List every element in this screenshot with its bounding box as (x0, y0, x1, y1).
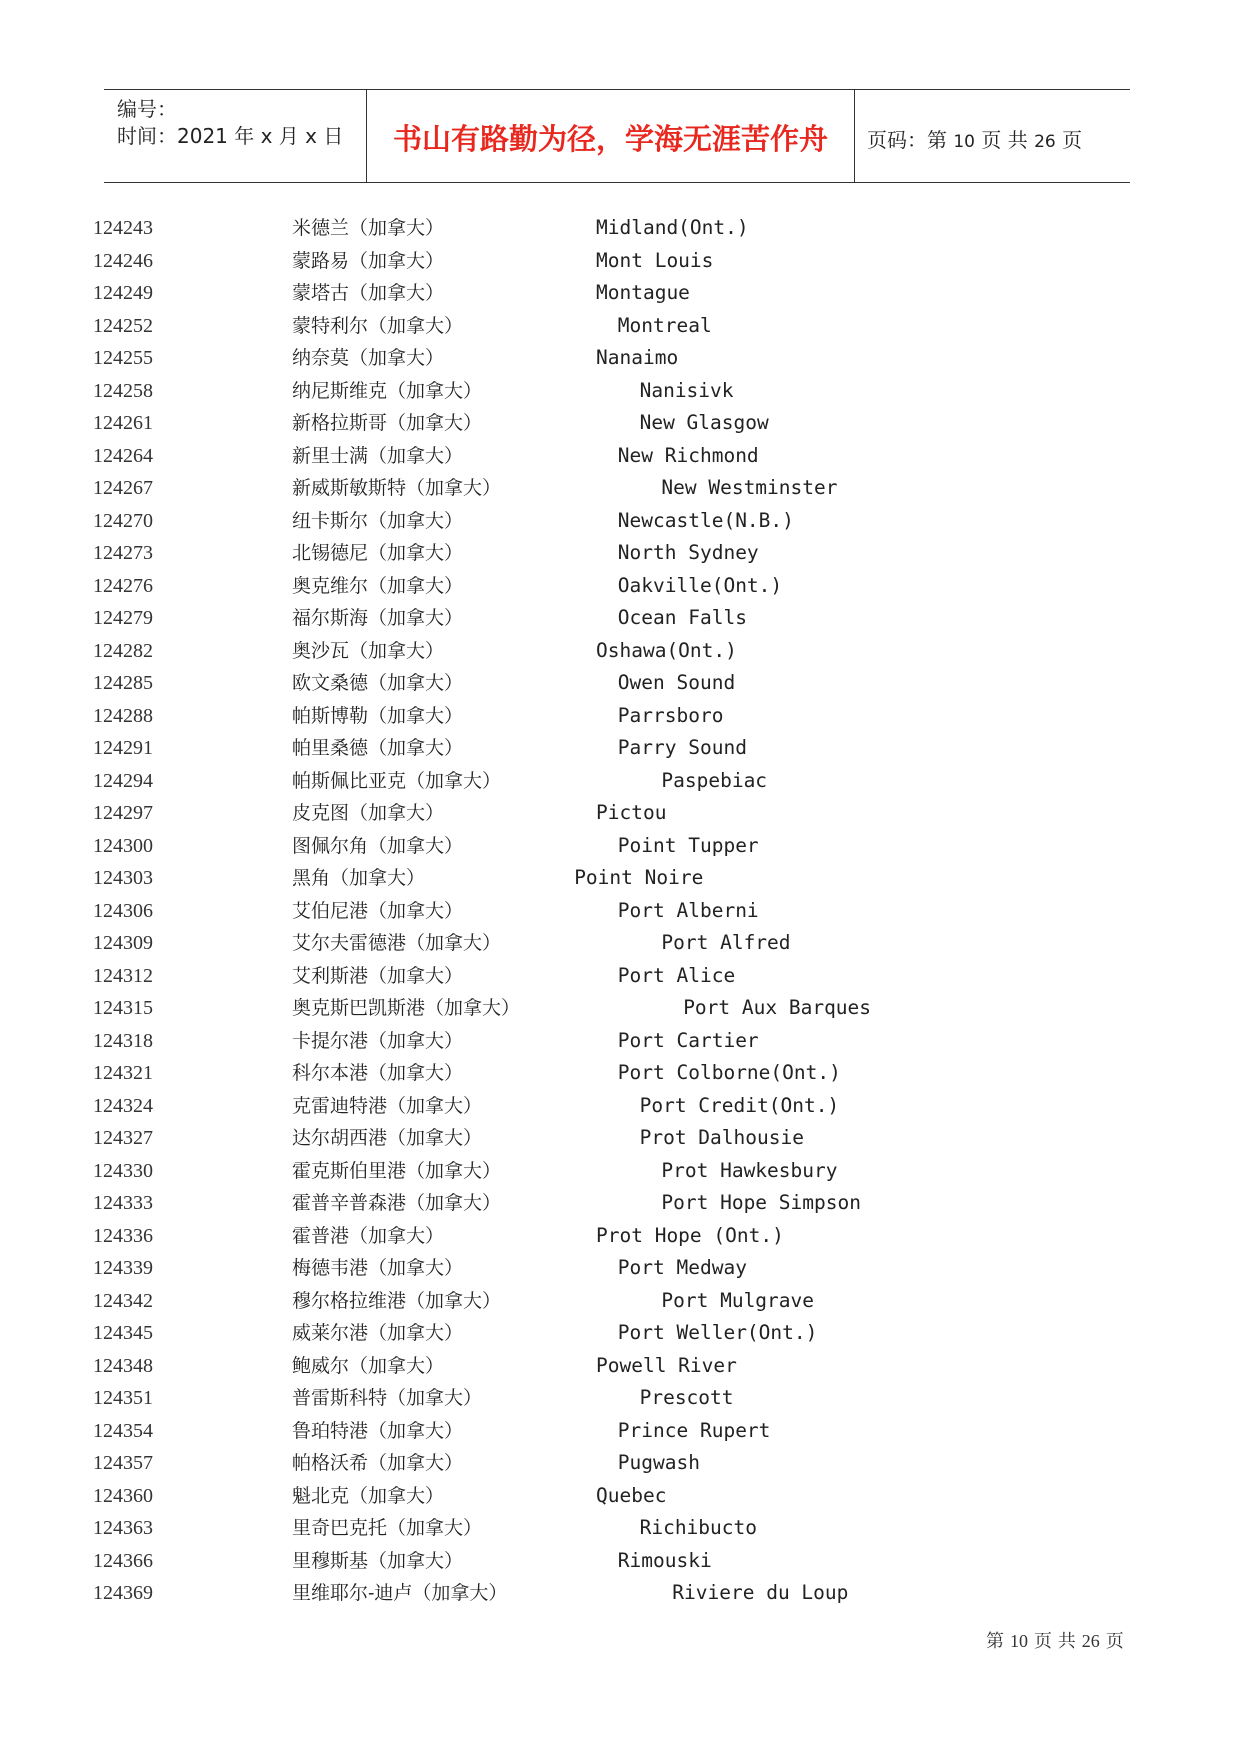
list-item (0, 1577, 1241, 1610)
english-name: New Westminster (661, 476, 838, 499)
chinese-name: 鲁珀特港（加拿大） (292, 1419, 464, 1442)
port-code: 124267 (93, 477, 153, 499)
footer-suffix: 页 (1105, 1631, 1124, 1652)
list-item (0, 1025, 1241, 1058)
english-name: Prince Rupert (617, 1418, 771, 1442)
chinese-name: 蒙路易（加拿大） (292, 249, 445, 272)
port-code: 124261 (93, 412, 153, 434)
english-name: Parry Sound (617, 736, 747, 759)
list-item (0, 862, 1241, 895)
port-code: 124348 (93, 1354, 153, 1377)
english-name: Parrsboro (617, 703, 724, 727)
list-item (0, 960, 1241, 993)
english-name: Port Alice (617, 963, 736, 987)
english-name: New Richmond (617, 443, 759, 467)
port-code: 124330 (93, 1159, 153, 1182)
english-name: Powell River (596, 1353, 737, 1377)
chinese-name: 新格拉斯哥（加拿大） (292, 412, 483, 434)
chinese-name: 里奇巴克托（加拿大） (292, 1517, 483, 1539)
page-footer (986, 1627, 1124, 1653)
chinese-name: 蒙特利尔（加拿大） (292, 314, 464, 337)
list-item (0, 277, 1241, 310)
chinese-name: 鲍威尔（加拿大） (292, 1354, 445, 1377)
chinese-name: 克雷迪特港（加拿大） (292, 1094, 483, 1117)
chinese-name: 新威斯敏斯特（加拿大） (292, 477, 502, 499)
port-code: 124327 (93, 1127, 153, 1149)
list-item (0, 992, 1241, 1025)
english-name: North Sydney (617, 541, 759, 564)
chinese-name: 图佩尔角（加拿大） (292, 834, 464, 857)
port-code: 124321 (93, 1062, 153, 1084)
english-name: Nanaimo (596, 346, 679, 369)
chinese-name: 威莱尔港（加拿大） (292, 1322, 464, 1344)
list-item (0, 1122, 1241, 1155)
footer-mid: 页 共 (1034, 1631, 1076, 1652)
header-page-cell (855, 90, 1130, 182)
english-name: Oshawa(Ont.) (596, 638, 737, 662)
list-item (0, 1057, 1241, 1090)
list-item (0, 310, 1241, 343)
port-code: 124312 (93, 964, 153, 987)
port-code: 124285 (93, 672, 153, 694)
english-name: Prescott (639, 1386, 734, 1409)
list-item (0, 1415, 1241, 1448)
english-name: Richibucto (639, 1516, 757, 1539)
list-item (0, 765, 1241, 798)
list-item (0, 732, 1241, 765)
english-name: Nanisivk (639, 378, 734, 402)
list-item (0, 797, 1241, 830)
english-name: Oakville(Ont.) (617, 573, 783, 597)
list-item (0, 1512, 1241, 1545)
english-name: Port Alberni (617, 898, 759, 922)
list-item (0, 1155, 1241, 1188)
port-code: 124324 (93, 1094, 153, 1117)
list-item (0, 440, 1241, 473)
port-code: 124297 (93, 802, 153, 824)
chinese-name: 帕里桑德（加拿大） (292, 737, 464, 759)
list-item (0, 212, 1241, 245)
chinese-name: 普雷斯科特（加拿大） (292, 1387, 483, 1409)
header-page-suffix: 页 (1062, 128, 1083, 152)
chinese-name: 艾伯尼港（加拿大） (292, 899, 464, 922)
list-item (0, 537, 1241, 570)
chinese-name: 里维耶尔-迪卢（加拿大） (292, 1582, 508, 1604)
footer-page-number: 10 (1010, 1631, 1028, 1651)
chinese-name: 奥沙瓦（加拿大） (292, 639, 445, 662)
list-item (0, 667, 1241, 700)
chinese-name: 纽卡斯尔（加拿大） (292, 509, 464, 532)
port-code-list (0, 212, 1241, 1610)
english-name: Ocean Falls (617, 606, 747, 629)
list-item (0, 1317, 1241, 1350)
port-code: 124360 (93, 1484, 153, 1507)
port-code: 124351 (93, 1387, 153, 1409)
english-name: Prot Dalhousie (639, 1126, 804, 1149)
list-item (0, 1090, 1241, 1123)
header-page-indicator (867, 124, 1082, 153)
english-name: Port Weller(Ont.) (617, 1321, 818, 1344)
port-code: 124309 (93, 932, 153, 954)
chinese-name: 帕格沃希（加拿大） (292, 1452, 464, 1474)
chinese-name: 纳奈莫（加拿大） (292, 347, 445, 369)
english-name: Port Cartier (617, 1028, 759, 1052)
list-item (0, 830, 1241, 863)
english-name: Port Aux Barques (683, 996, 872, 1019)
port-code: 124342 (93, 1289, 153, 1312)
english-name: Quebec (596, 1483, 667, 1507)
english-name: Prot Hawkesbury (661, 1158, 838, 1182)
list-item (0, 570, 1241, 603)
port-code: 124273 (93, 542, 153, 564)
list-item (0, 1545, 1241, 1578)
list-item (0, 1447, 1241, 1480)
port-code: 124294 (93, 769, 153, 792)
port-code: 124243 (93, 217, 153, 239)
list-item (0, 245, 1241, 278)
list-item (0, 700, 1241, 733)
list-item (0, 1252, 1241, 1285)
chinese-name: 霍克斯伯里港（加拿大） (292, 1159, 502, 1182)
list-item (0, 375, 1241, 408)
port-code: 124291 (93, 737, 153, 759)
list-item (0, 1382, 1241, 1415)
port-code: 124276 (93, 574, 153, 597)
list-item (0, 407, 1241, 440)
port-code: 124255 (93, 347, 153, 369)
header-page-prefix: 页码：第 (867, 128, 947, 152)
port-code: 124318 (93, 1029, 153, 1052)
chinese-name: 北锡德尼（加拿大） (292, 542, 464, 564)
port-code: 124288 (93, 704, 153, 727)
port-code: 124270 (93, 509, 153, 532)
port-code: 124264 (93, 444, 153, 467)
chinese-name: 达尔胡西港（加拿大） (292, 1127, 483, 1149)
chinese-name: 黑角（加拿大） (292, 867, 426, 889)
port-code: 124354 (93, 1419, 153, 1442)
list-item (0, 1350, 1241, 1383)
english-name: Port Mulgrave (661, 1288, 815, 1312)
list-item (0, 895, 1241, 928)
port-code: 124333 (93, 1192, 153, 1214)
footer-prefix: 第 (986, 1631, 1004, 1652)
english-name: Point Noire (574, 866, 704, 889)
port-code: 124282 (93, 639, 153, 662)
english-name: Rimouski (617, 1548, 712, 1572)
header-motto-cell (367, 90, 855, 182)
english-name: Riviere du Loup (672, 1581, 849, 1604)
chinese-name: 奥克斯巴凯斯港（加拿大） (292, 997, 521, 1019)
list-item (0, 1220, 1241, 1253)
english-name: Newcastle(N.B.) (617, 508, 794, 532)
header-page-total: 26 (1034, 132, 1056, 152)
list-item (0, 602, 1241, 635)
document-number-label: 编号： (117, 97, 177, 121)
chinese-name: 魁北克（加拿大） (292, 1484, 445, 1507)
footer-page-total: 26 (1081, 1631, 1100, 1651)
chinese-name: 米德兰（加拿大） (292, 217, 445, 239)
header-page-mid: 页 共 (981, 128, 1028, 152)
english-name: Montreal (617, 313, 712, 337)
chinese-name: 霍普辛普森港（加拿大） (292, 1192, 502, 1214)
chinese-name: 新里士满（加拿大） (292, 444, 464, 467)
port-code: 124252 (93, 314, 153, 337)
english-name: Port Alfred (661, 931, 791, 954)
list-item (0, 635, 1241, 668)
document-time-label: 时间：2021 年 x 月 x 日 (117, 124, 344, 148)
list-item (0, 1187, 1241, 1220)
port-code: 124306 (93, 899, 153, 922)
port-code: 124315 (93, 997, 153, 1019)
english-name: Owen Sound (617, 671, 736, 694)
list-item (0, 472, 1241, 505)
port-code: 124369 (93, 1582, 153, 1604)
chinese-name: 奥克维尔（加拿大） (292, 574, 464, 597)
chinese-name: 科尔本港（加拿大） (292, 1062, 464, 1084)
list-item (0, 342, 1241, 375)
list-item (0, 927, 1241, 960)
english-name: Point Tupper (617, 833, 759, 857)
chinese-name: 帕斯博勒（加拿大） (292, 704, 464, 727)
chinese-name: 卡提尔港（加拿大） (292, 1029, 464, 1052)
chinese-name: 里穆斯基（加拿大） (292, 1549, 464, 1572)
english-name: Port Medway (617, 1256, 747, 1279)
chinese-name: 梅德韦港（加拿大） (292, 1257, 464, 1279)
chinese-name: 艾尔夫雷德港（加拿大） (292, 932, 502, 954)
header-info-cell (104, 90, 367, 182)
english-name: Pictou (596, 801, 667, 824)
english-name: Pugwash (617, 1451, 700, 1474)
port-code: 124279 (93, 607, 153, 629)
list-item (0, 1480, 1241, 1513)
english-name: Midland(Ont.) (596, 216, 749, 239)
port-code: 124366 (93, 1549, 153, 1572)
port-code: 124363 (93, 1517, 153, 1539)
port-code: 124339 (93, 1257, 153, 1279)
port-code: 124246 (93, 249, 153, 272)
chinese-name: 帕斯佩比亚克（加拿大） (292, 769, 502, 792)
header-page-number: 10 (953, 132, 975, 152)
chinese-name: 纳尼斯维克（加拿大） (292, 379, 483, 402)
header-motto: 书山有路勤为径，学海无涯苦作舟 (392, 122, 828, 156)
port-code: 124249 (93, 282, 153, 304)
english-name: Port Hope Simpson (661, 1191, 861, 1214)
chinese-name: 穆尔格拉维港（加拿大） (292, 1289, 502, 1312)
page-header (104, 89, 1130, 183)
list-item (0, 505, 1241, 538)
chinese-name: 欧文桑德（加拿大） (292, 672, 464, 694)
chinese-name: 福尔斯海（加拿大） (292, 607, 464, 629)
chinese-name: 艾利斯港（加拿大） (292, 964, 464, 987)
list-item (0, 1285, 1241, 1318)
chinese-name: 霍普港（加拿大） (292, 1224, 445, 1247)
english-name: Port Colborne(Ont.) (617, 1061, 841, 1084)
english-name: Paspebiac (661, 768, 768, 792)
port-code: 124357 (93, 1452, 153, 1474)
chinese-name: 蒙塔古（加拿大） (292, 282, 445, 304)
english-name: Prot Hope (Ont.) (596, 1223, 784, 1247)
english-name: Mont Louis (596, 248, 714, 272)
english-name: Montague (596, 281, 690, 304)
port-code: 124336 (93, 1224, 153, 1247)
english-name: New Glasgow (639, 411, 769, 434)
english-name: Port Credit(Ont.) (639, 1093, 840, 1117)
chinese-name: 皮克图（加拿大） (292, 802, 445, 824)
port-code: 124258 (93, 379, 153, 402)
port-code: 124345 (93, 1322, 153, 1344)
port-code: 124303 (93, 867, 153, 889)
port-code: 124300 (93, 834, 153, 857)
